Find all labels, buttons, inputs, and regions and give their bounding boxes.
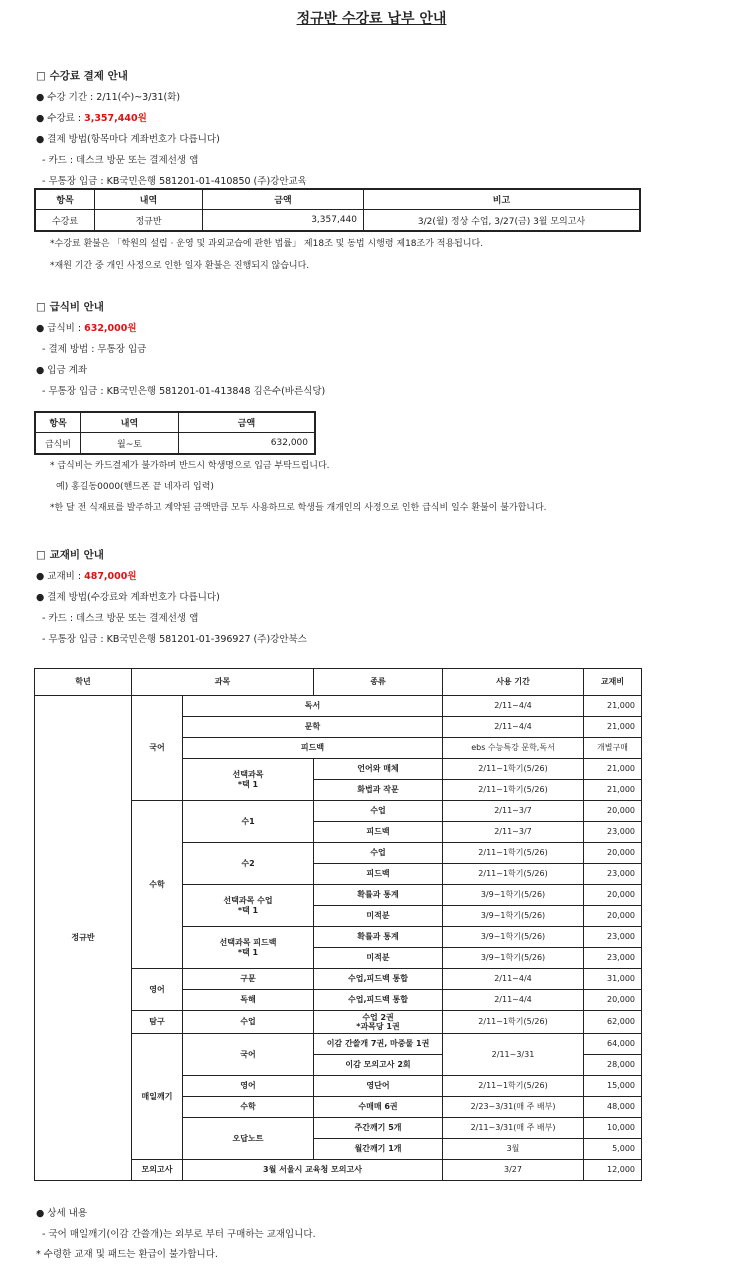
table-row: 정규반 국어 독서 2/11~4/4 21,000	[35, 696, 642, 717]
meal-fee-value: 632,000원	[84, 323, 137, 334]
table-header-row: 학년 과목 종류 사용 기간 교재비	[35, 669, 642, 696]
subject-daily: 매일깨기	[132, 1034, 183, 1160]
subject-inquiry: 탐구	[132, 1011, 183, 1034]
page-title: 정규반 수강료 납부 안내	[296, 11, 447, 27]
table-row: 피드백 2/11~1학기(5/26) 23,000	[35, 864, 642, 885]
tuition-heading: □ 수강료 결제 안내	[36, 70, 128, 82]
details-line-2: * 수령한 교재 및 패드는 환급이 불가합니다.	[36, 1249, 218, 1260]
grade-cell: 정규반	[35, 696, 132, 1181]
meal-account-label: ● 입금 계좌	[36, 365, 88, 376]
subject-english: 영어	[132, 969, 183, 1011]
details-line-1: - 국어 매일깨기(이감 간쓸개)는 외부로 부터 구매하는 교재입니다.	[42, 1229, 316, 1240]
meal-bank: - 무통장 입금 : KB국민은행 581201-01-413848 김은수(바른식당)	[42, 386, 326, 397]
table-row: 수학 수1 수업 2/11~3/7 20,000	[35, 801, 642, 822]
meal-heading: □ 급식비 안내	[36, 301, 104, 313]
tuition-card: - 카드 : 데스크 방문 또는 결제선생 앱	[42, 155, 199, 166]
table-row: 피드백 ebs 수능특강 문학,독서 개별구매	[35, 738, 642, 759]
tuition-period: ● 수강 기간 : 2/11(수)~3/31(화)	[36, 92, 181, 103]
table-row: 급식비 월~토 632,000	[35, 433, 315, 455]
table-row: 매일깨기 국어 이감 간쓸개 7권, 마중물 1권 2/11~3/31 64,000	[35, 1034, 642, 1055]
table-row: 오답노트 주간깨기 5개 2/11~3/31(매 주 배부) 10,000	[35, 1118, 642, 1139]
table-header-row: 항목 내역 금액 비고	[35, 189, 640, 210]
table-row: 선택과목 수업 *택 1 확률과 통계 3/9~1학기(5/26) 20,000	[35, 885, 642, 906]
meal-method: - 결제 방법 : 무통장 입금	[42, 344, 147, 355]
table-row: 선택과목 피드백 *택 1 확률과 통계 3/9~1학기(5/26) 23,000	[35, 927, 642, 948]
table-row: 이감 모의고사 2회 28,000	[35, 1055, 642, 1076]
tuition-note-2: *재원 기간 중 개인 사정으로 인한 일자 환불은 진행되지 않습니다.	[50, 261, 310, 271]
tuition-table	[34, 188, 641, 232]
books-heading: □ 교재비 안내	[36, 549, 104, 561]
table-row: 화법과 작문 2/11~1학기(5/26) 21,000	[35, 780, 642, 801]
books-bank: - 무통장 입금 : KB국민은행 581201-01-396927 (주)강안북스	[42, 634, 307, 645]
table-row: 탐구 수업 수업 2권 *과목당 1권 2/11~1학기(5/26) 62,000	[35, 1011, 642, 1034]
meal-fee: ● 급식비 : 632,000원	[36, 323, 137, 334]
subject-mock: 모의고사	[132, 1160, 183, 1181]
tuition-fee-value: 3,357,440원	[84, 113, 147, 124]
table-row: 모의고사 3월 서울시 교육청 모의고사 3/27 12,000	[35, 1160, 642, 1181]
subject-math: 수학	[132, 801, 183, 969]
table-header-row: 항목 내역 금액	[35, 412, 315, 433]
subject-korean: 국어	[132, 696, 183, 801]
books-card: - 카드 : 데스크 방문 또는 결제선생 앱	[42, 613, 199, 624]
meal-note-1: * 급식비는 카드결제가 불가하며 반드시 학생명으로 입금 부탁드립니다.	[50, 461, 330, 471]
table-row: 선택과목 *택 1 언어와 매체 2/11~1학기(5/26) 21,000	[35, 759, 642, 780]
tuition-note-1: *수강료 환불은 「학원의 설립 · 운영 및 과외교습에 관한 법률」 제18조 및 동법 시행령 제18조가 적용됩니다.	[50, 239, 484, 249]
tuition-fee: ● 수강료 : 3,357,440원	[36, 113, 147, 124]
tuition-method: ● 결제 방법(항목마다 계좌번호가 다릅니다)	[36, 134, 220, 145]
books-method: ● 결제 방법(수강료와 계좌번호가 다릅니다)	[36, 592, 220, 603]
table-row: 독해 수업,피드백 통합 2/11~4/4 20,000	[35, 990, 642, 1011]
table-row: 문학 2/11~4/4 21,000	[35, 717, 642, 738]
meal-table	[34, 411, 316, 455]
table-row: 수강료 정규반 3,357,440 3/2(월) 정상 수업, 3/27(금) 3월 모의고사	[35, 210, 640, 232]
books-fee-value: 487,000원	[84, 571, 137, 582]
table-row: 영어 구문 수업,피드백 통합 2/11~4/4 31,000	[35, 969, 642, 990]
meal-note-3: *한 달 전 식재료를 발주하고 계약된 금액만큼 모두 사용하므로 학생들 개개인의 사정으로 인한 급식비 일수 환불이 불가합니다.	[50, 503, 547, 513]
table-row: 수2 수업 2/11~1학기(5/26) 20,000	[35, 843, 642, 864]
details-label: ● 상세 내용	[36, 1208, 88, 1219]
table-row: 수학 수매매 6권 2/23~3/31(매 주 배부) 48,000	[35, 1097, 642, 1118]
table-row: 피드백 2/11~3/7 23,000	[35, 822, 642, 843]
table-row: 미적분 3/9~1학기(5/26) 23,000	[35, 948, 642, 969]
books-fee: ● 교재비 : 487,000원	[36, 571, 137, 582]
book-fee-table	[34, 668, 642, 1181]
table-row: 월간깨기 1개 3월 5,000	[35, 1139, 642, 1160]
meal-note-2: 예) 홍길동0000(핸드폰 끝 네자리 입력)	[56, 482, 214, 492]
tuition-bank: - 무통장 입금 : KB국민은행 581201-01-410850 (주)강안교육	[42, 176, 307, 187]
table-row: 미적분 3/9~1학기(5/26) 20,000	[35, 906, 642, 927]
table-row: 영어 영단어 2/11~1학기(5/26) 15,000	[35, 1076, 642, 1097]
